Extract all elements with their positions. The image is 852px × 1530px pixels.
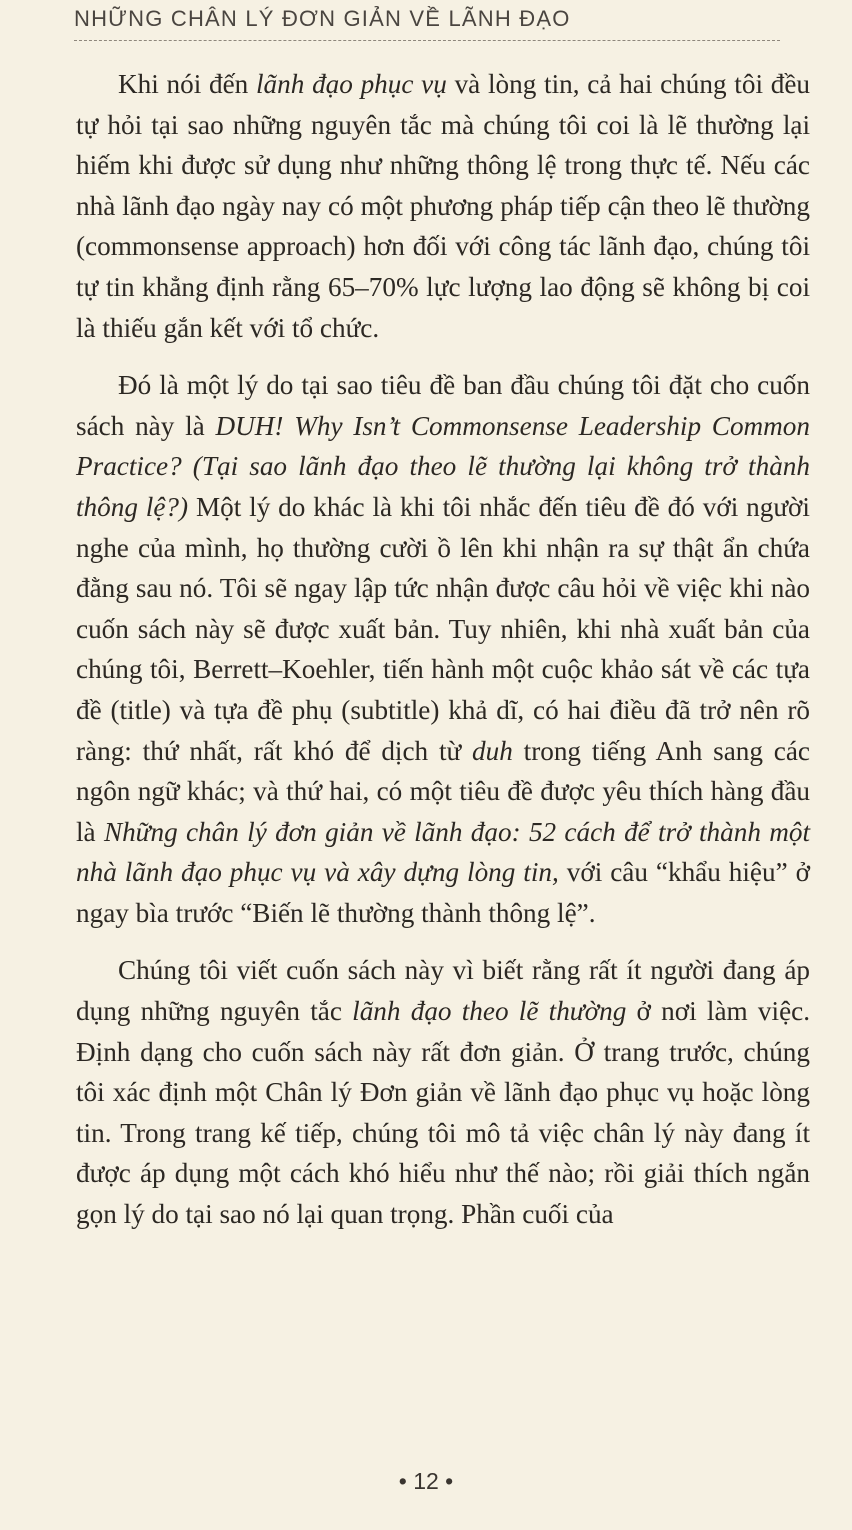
paragraph-3-text-b: ở nơi làm việc. Định dạng cho cuốn sách này rất đơn giản. Ở trang trước, chúng tôi xác định một Chân lý Đơn giản về lãnh đạo phục vụ hoặc lòng tin. Trong trang kế tiếp, chúng tôi mô tả việc chân lý này đang ít được áp dụng một cách khó hiểu như thế nào; rồi giải thích ngắn gọn lý do tại sao nó lại quan trọng. Phần cuối của: [76, 996, 810, 1230]
paragraph-2-text-d: với câu “khẩu hiệu” ở ngay bìa trước “Biến lẽ thường thành thông lệ”.: [76, 857, 810, 928]
paragraph-2-italic-original-title: DUH! Why Isn’t Commonsense Leadership Common Practice? (Tại sao lãnh đạo theo lẽ thường lại không trở thành thông lệ?): [76, 410, 810, 522]
paragraph-2-text-b: Một lý do khác là khi tôi nhắc đến tiêu đề đó với người nghe của mình, họ thường cười ồ lên khi nhận ra sự thật ẩn chứa đằng sau nó. Tôi sẽ ngay lập tức nhận được câu hỏi về việc khi nào cuốn sách này sẽ được xuất bản. Tuy nhiên, khi nhà xuất bản của chúng tôi, Berrett–Koehler, tiến hành một cuộc khảo sát về các tựa đề (title) và tựa đề phụ (subtitle) khả dĩ, có hai điều đã trở nên rõ ràng: thứ nhất, rất khó để dịch từ: [76, 491, 810, 766]
paragraph-2-text-c: trong tiếng Anh sang các ngôn ngữ khác; và thứ hai, có một tiêu đề được yêu thích hàng đầu là: [76, 735, 810, 847]
paragraph-1-text-a: Khi nói đến: [118, 69, 256, 99]
paragraph-2-italic-duh: duh: [472, 735, 513, 766]
paragraph-3-text-a: Chúng tôi viết cuốn sách này vì biết rằng rất ít người đang áp dụng những nguyên tắc: [76, 955, 810, 1027]
paragraph-1: [76, 64, 810, 348]
page-number: • 12 •: [398, 1468, 454, 1494]
paragraph-2-italic-book-title: Những chân lý đơn giản về lãnh đạo: 52 cách để trở thành một nhà lãnh đạo phục vụ và xây dựng lòng tin,: [76, 816, 810, 888]
paragraph-2-text-a: Đó là một lý do tại sao tiêu đề ban đầu chúng tôi đặt cho cuốn sách này là: [76, 370, 810, 441]
paragraph-1-text-b: và lòng tin, cả hai chúng tôi đều tự hỏi tại sao những nguyên tắc mà chúng tôi coi là lẽ thường lại hiếm khi được sử dụng như những thông lệ trong thực tế. Nếu các nhà lãnh đạo ngày nay có một phương pháp tiếp cận theo lẽ thường (commonsense approach) hơn đối với công tác lãnh đạo, chúng tôi tự tin khẳng định rằng 65–70% lực lượng lao động sẽ không bị coi là thiếu gắn kết với tổ chức.: [76, 69, 810, 343]
paragraph-3-italic-commonsense-leadership: lãnh đạo theo lẽ thường: [352, 996, 627, 1027]
paragraph-1-italic-servant-leadership: lãnh đạo phục vụ: [256, 69, 447, 99]
running-header-title: NHỮNG CHÂN LÝ ĐƠN GIẢN VỀ LÃNH ĐẠO: [74, 6, 571, 31]
body-text: [76, 64, 810, 1235]
header-divider: [74, 40, 780, 41]
paragraph-3: [76, 950, 810, 1234]
paragraph-2: [76, 365, 810, 933]
